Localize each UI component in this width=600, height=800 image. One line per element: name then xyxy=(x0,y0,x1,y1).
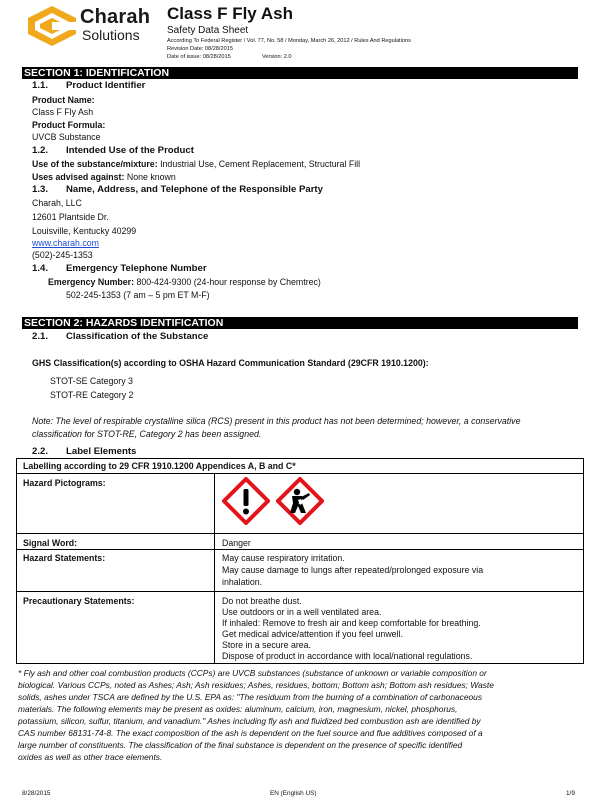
precaution-line: Use outdoors or in a well ventilated area. xyxy=(222,607,382,617)
health-hazard-icon xyxy=(276,477,324,525)
use-row xyxy=(32,159,360,169)
section1-bar: SECTION 1: IDENTIFICATION xyxy=(22,67,578,79)
pictograms-label: Hazard Pictograms: xyxy=(23,478,106,488)
footnote-line: materials. The following elements may be present as oxides: aluminum, calcium, iron, magnesium, nickel, phosphorus, xyxy=(18,704,458,714)
website-link[interactable]: www.charah.com xyxy=(32,238,99,248)
footnote-line: CAS number 68131-74-8. The exact composition of the ash is dependent on the fuel source and flue additives composed of a xyxy=(18,728,483,738)
advised-label: Uses advised against: xyxy=(32,172,125,182)
footnote-line: * Fly ash and other coal combustion products (CCPs) are UVCB substances (substance of unknown or variable composition or xyxy=(18,668,487,678)
use-label: Use of the substance/mixture: xyxy=(32,159,158,169)
brand-subname: Solutions xyxy=(82,27,140,43)
city-address: Louisville, Kentucky 40299 xyxy=(32,226,137,236)
footer-page: 1/9 xyxy=(566,790,575,797)
brand-name: Charah xyxy=(80,6,151,28)
footnote-line: solids, ashes under TSCA are defined by the U.S. EPA as: "The residuum from the burning of a combination of carbonaceous xyxy=(18,692,483,702)
s14-title: Emergency Telephone Number xyxy=(66,263,207,274)
product-name-value: Class F Fly Ash xyxy=(32,107,94,117)
s13-number: 1.3. xyxy=(32,184,49,195)
s14-number: 1.4. xyxy=(32,263,49,274)
exclamation-mark-icon xyxy=(222,477,270,525)
footer-language: EN (English US) xyxy=(270,790,317,797)
emergency-label: Emergency Number: xyxy=(48,277,135,287)
footnote-line: potassium, silicon, sulfur, titanium, and vanadium." Ashes including fly ash and fluidized bed combustion ash are identified by xyxy=(18,716,481,726)
pictogram-group xyxy=(222,475,332,529)
emergency-alt: 502-245-1353 (7 am – 5 pm ET M-F) xyxy=(66,290,210,300)
precaution-line: Do not breathe dust. xyxy=(222,596,302,606)
s11-title: Product Identifier xyxy=(66,80,146,91)
table-caption: Labelling according to 29 CFR 1910.1200 Appendices A, B and C* xyxy=(23,461,296,471)
street-address: 12601 Plantside Dr. xyxy=(32,212,109,222)
formula-label: Product Formula: xyxy=(32,120,106,130)
label-elements-table xyxy=(16,458,584,664)
issue-date: Date of issue: 08/28/2015 xyxy=(167,54,231,60)
hazard-line: May cause damage to lungs after repeated/prolonged exposure via xyxy=(222,565,484,575)
revision-date: Revision Date: 08/28/2015 xyxy=(167,46,233,52)
signal-word-label: Signal Word: xyxy=(23,538,78,548)
advised-row xyxy=(32,172,176,182)
s21-title: Classification of the Substance xyxy=(66,331,209,342)
precaution-line: Store in a secure area. xyxy=(222,640,311,650)
precaution-line: Dispose of product in accordance with local/national regulations. xyxy=(222,651,473,661)
category-1: STOT-SE Category 3 xyxy=(50,376,133,386)
ghs-heading: GHS Classification(s) according to OSHA Hazard Communication Standard (29CFR 1910.1200): xyxy=(32,358,429,368)
hazard-statements-label: Hazard Statements: xyxy=(23,553,106,563)
precaution-line: If inhaled: Remove to fresh air and keep comfortable for breathing. xyxy=(222,618,481,628)
emergency-row xyxy=(48,277,321,287)
section2-bar: SECTION 2: HAZARDS IDENTIFICATION xyxy=(22,317,578,329)
s13-title: Name, Address, and Telephone of the Responsible Party xyxy=(66,184,323,195)
s11-number: 1.1. xyxy=(32,80,49,91)
precaution-line: Get medical advice/attention if you feel unwell. xyxy=(222,629,403,639)
use-value: Industrial Use, Cement Replacement, Structural Fill xyxy=(160,159,361,169)
document-title: Class F Fly Ash xyxy=(167,4,293,23)
precautionary-statements-label: Precautionary Statements: xyxy=(23,596,135,606)
emergency-value: 800-424-9300 (24-hour response by Chemtrec) xyxy=(136,277,321,287)
footnote-line: biological. Various CCPs, noted as Ashes; Ash; Ash residues; Ashes, residues, bottom; Bottom ash; Bottom ash residues; Waste xyxy=(18,680,494,690)
s12-number: 1.2. xyxy=(32,145,49,156)
footnote-line: oxides as well as other trace elements. xyxy=(18,752,163,762)
s12-title: Intended Use of the Product xyxy=(66,145,194,156)
signal-word-value: Danger xyxy=(222,538,251,548)
note-line-1: Note: The level of respirable crystalline silica (RCS) present in this product has not been determined; however, a conservative xyxy=(32,416,521,426)
product-name-label: Product Name: xyxy=(32,95,95,105)
s21-number: 2.1. xyxy=(32,331,49,342)
register-reference: According To Federal Register / Vol. 77, No. 58 / Monday, March 26, 2012 / Rules And Regulations xyxy=(167,38,411,44)
category-2: STOT-RE Category 2 xyxy=(50,390,134,400)
footer-date: 8/28/2015 xyxy=(22,790,51,797)
formula-value: UVCB Substance xyxy=(32,132,101,142)
footnote-line: large number of constituents. The classification of the final substance is dependent on the presence of specific identified xyxy=(18,740,463,750)
version: Version: 2.0 xyxy=(262,54,292,60)
s22-number: 2.2. xyxy=(32,446,49,457)
note-line-2: classification for STOT-RE, Category 2 has been assigned. xyxy=(32,429,262,439)
s22-title: Label Elements xyxy=(66,446,137,457)
phone-number: (502)-245-1353 xyxy=(32,250,93,260)
advised-value: None known xyxy=(126,172,176,182)
hazard-line: inhalation. xyxy=(222,577,263,587)
hazard-line: May cause respiratory irritation. xyxy=(222,553,345,563)
company-name: Charah, LLC xyxy=(32,198,82,208)
document-subtitle: Safety Data Sheet xyxy=(167,25,249,36)
